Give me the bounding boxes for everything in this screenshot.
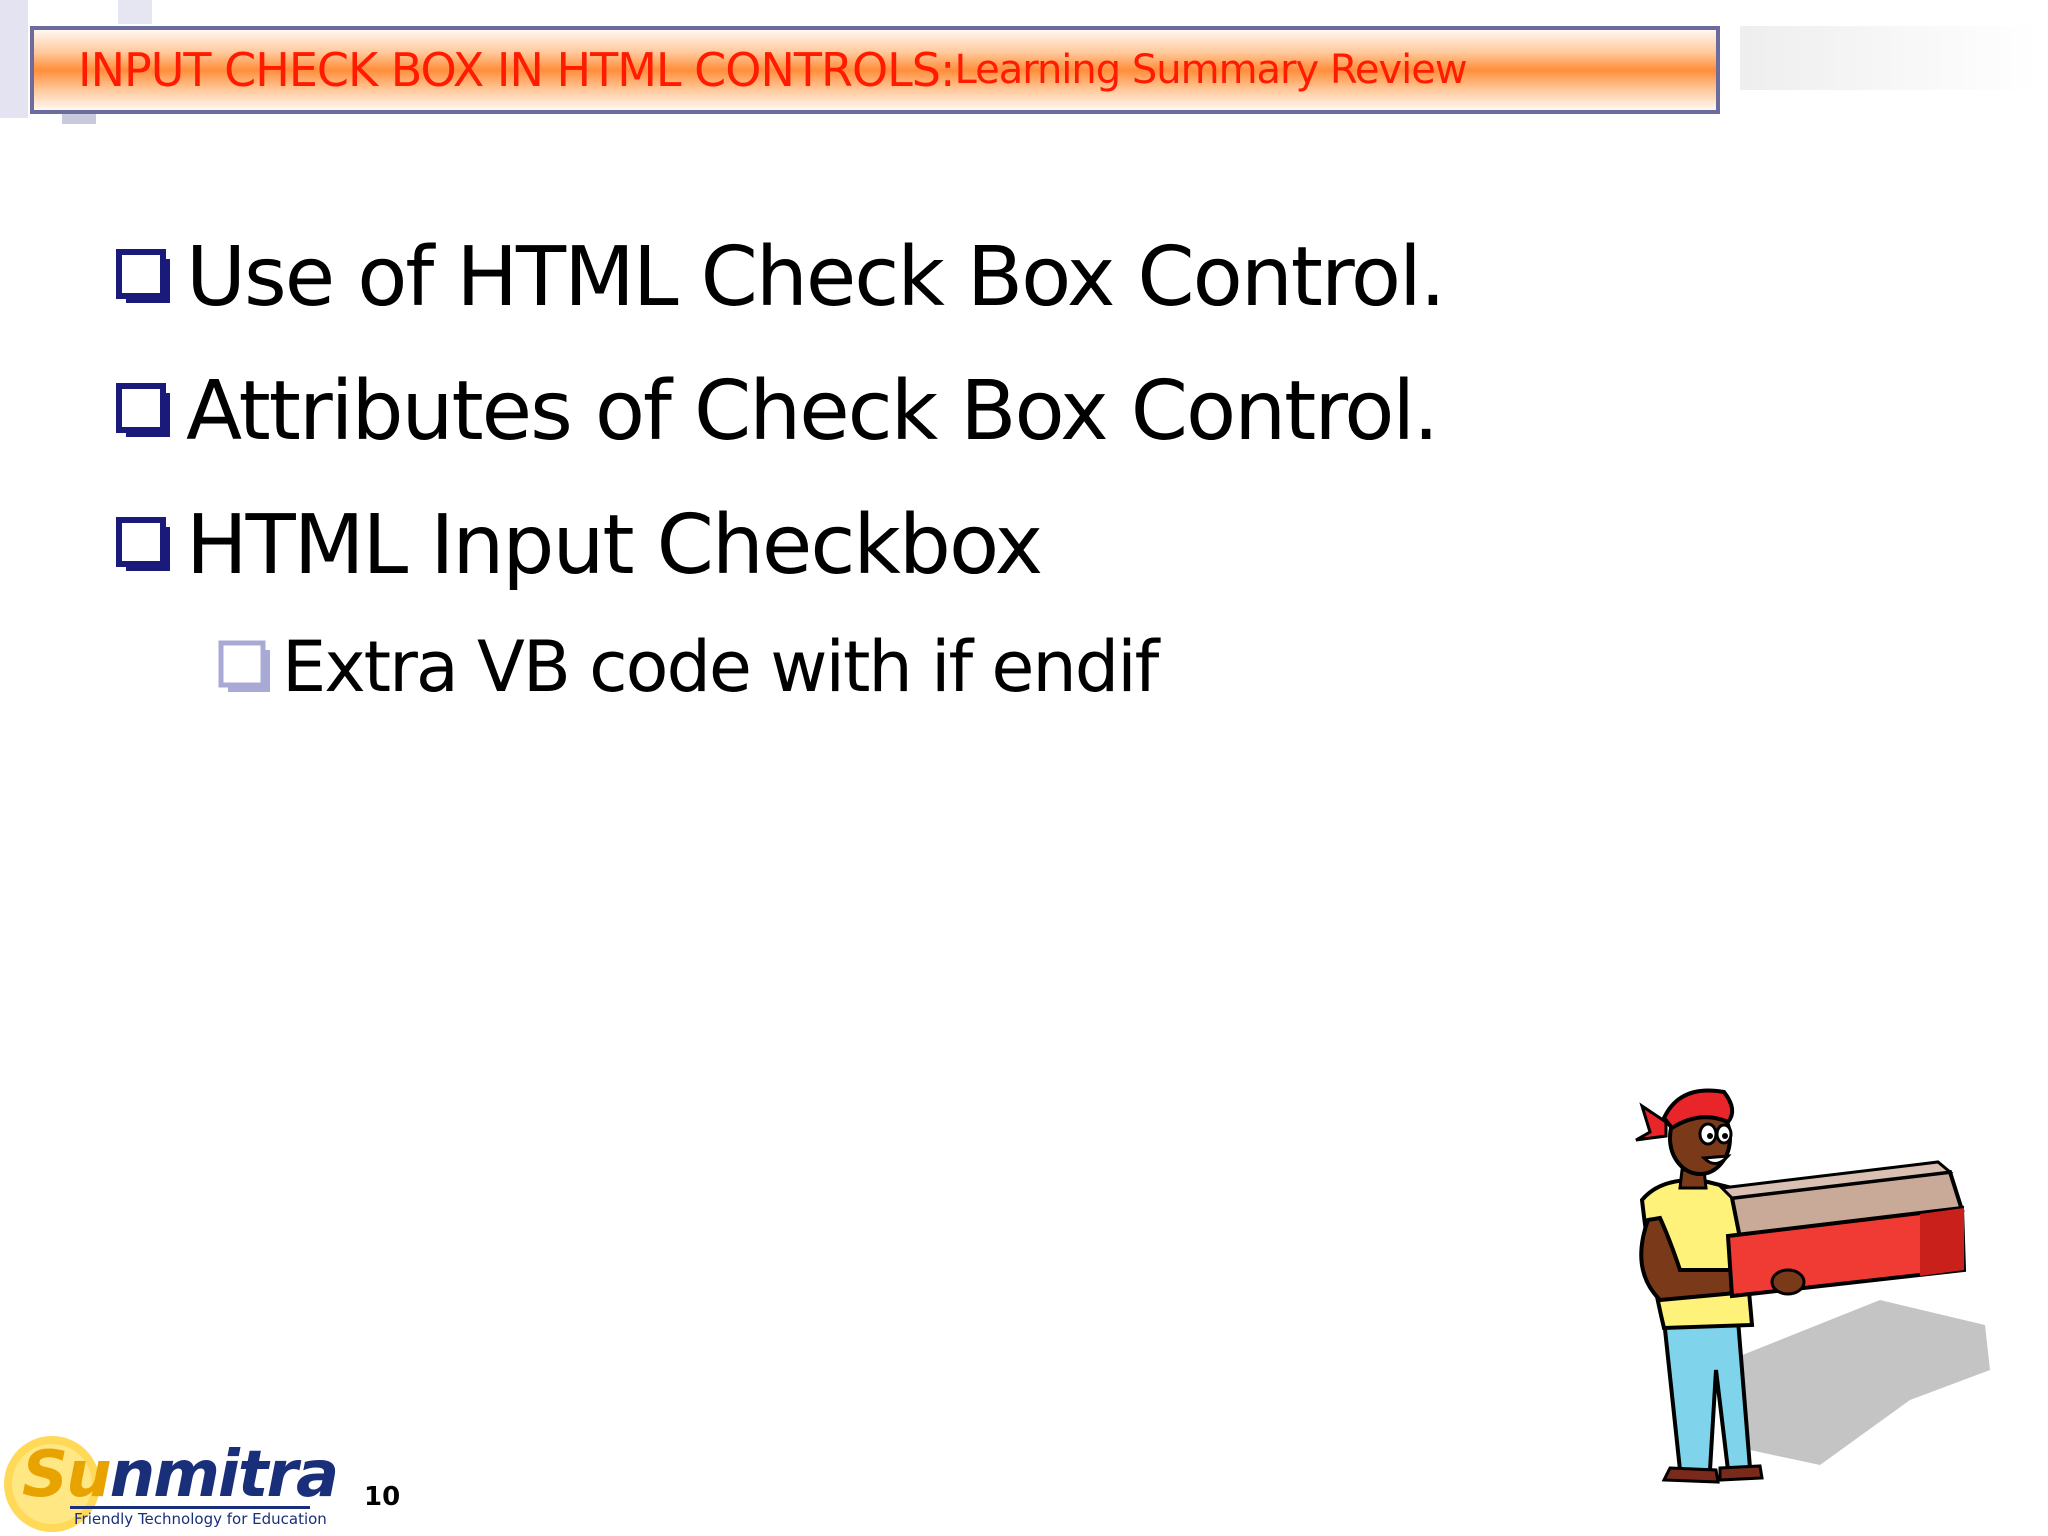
bullet-list [116,210,1444,722]
sub-bullet-text: Extra VB code with if endif [282,626,1158,708]
person-carrying-box-illustration [1620,1070,2000,1490]
bullet-item [116,478,1444,612]
sub-bullet-item [218,612,1444,722]
checkbox-square-icon [218,640,272,694]
checkbox-square-icon [116,517,172,573]
bullet-text: HTML Input Checkbox [186,497,1042,593]
checkbox-square-icon [116,249,172,305]
decor-square [118,0,152,24]
logo-tagline: Friendly Technology for Education [74,1510,327,1528]
bullet-item [116,344,1444,478]
slide-subtitle: Learning Summary Review [954,47,1467,93]
slide-title-bar [30,26,1720,114]
logo-wordmark: Sunmitra [22,1438,338,1512]
slide-title: INPUT CHECK BOX IN HTML CONTROLS: [78,43,955,97]
decor-square [0,0,28,118]
bullet-text: Use of HTML Check Box Control. [186,229,1444,325]
page-number: 10 [364,1482,401,1512]
checkbox-square-icon [116,383,172,439]
bullet-item [116,210,1444,344]
bullet-text: Attributes of Check Box Control. [186,363,1438,459]
decor-fade-bar [1740,26,2040,90]
